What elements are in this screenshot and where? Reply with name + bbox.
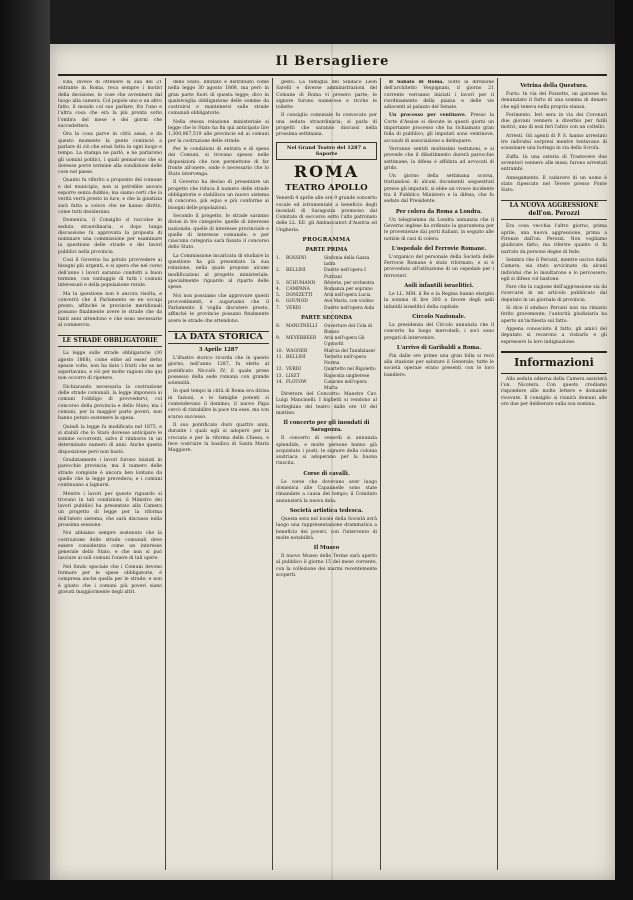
section-heading: Il concerto per gli inondati di Saragozza. bbox=[283, 420, 370, 434]
program-item bbox=[276, 336, 377, 348]
program-piece: Ave Maria, con violino bbox=[324, 299, 374, 305]
program-piece: Sinfonia della Gazza ladra bbox=[324, 256, 370, 268]
article-paragraph: Zuffa. In una osteria di Trastevere due avventori vennero alle mani; furono arrestati entrambi. bbox=[501, 154, 607, 173]
column-rule bbox=[165, 78, 166, 870]
section-heading: Società artistica tedesca. bbox=[289, 507, 364, 514]
program-composer: DONIZETTI bbox=[286, 293, 313, 299]
data-storica-heading: LA DATA STORICA bbox=[168, 331, 269, 344]
column-rule bbox=[272, 78, 273, 870]
article-paragraph: Sembra che il Perozzi, mentre usciva dalla Camera, sia stato avvicinato da alcuni individui che lo insultarono e lo percossero; egli si difese col bastone. bbox=[501, 257, 607, 282]
parte-prima-heading: PARTE PRIMA bbox=[305, 247, 348, 254]
program-piece: Aria nell'opera Lucia bbox=[324, 293, 371, 299]
article-paragraph: Noi abbiamo sempre sostenuto che la costruzione delle strade comunali deve essere considerata come un interesse generale dello Stato, e che non si può lasciare ai soli comuni l'onere di tali opere. bbox=[58, 531, 162, 562]
item-text: Presso la Corte d'Assise si discute in questi giorni un importante processo che ha richiamato gran folla di pubblico; gli imputati sono ventinove, accusati di associazione a delinquere. bbox=[384, 113, 494, 144]
article-paragraph: Il nuovo Museo delle Terme sarà aperto al pubblico il giorno 15 del mese corrente, con la collezione dei marmi recentemente scoperti. bbox=[276, 554, 377, 579]
teatro-heading: TEATRO APOLLO bbox=[285, 183, 368, 194]
section-heading: Asili infantili israelitici. bbox=[404, 283, 474, 290]
program-composer: VERDI bbox=[286, 305, 301, 311]
column-4 bbox=[384, 80, 494, 870]
program-piece: Duetto nell'opera Aida bbox=[324, 305, 375, 311]
article-paragraph: Noi non possiamo che approvare questi provvedimenti, e auguriamo che il Parlamento li voglia discutere presto, affinché le provincie possano finalmente avere le strade che attendono. bbox=[168, 293, 269, 324]
article-paragraph: Il Governo ha deciso di presentare un progetto che riduca il numero delle strade obbligatorie e stabilisca un nuovo sistema di concorso, più equo e più conforme ai bisogni delle popolazioni. bbox=[168, 180, 269, 211]
program-piece: Ouverture del Cola di Rienzo bbox=[324, 323, 373, 336]
item-lead: Un processo per ventinove. bbox=[389, 113, 467, 119]
program-number: 14. bbox=[276, 379, 283, 385]
informazioni-heading: Informazioni bbox=[501, 351, 607, 374]
program-number: 13. bbox=[276, 373, 283, 379]
program-item bbox=[276, 380, 377, 392]
section-heading: L'arrivo di Garibaldi a Roma. bbox=[396, 344, 482, 351]
article-paragraph: Quindi la legge fu modificata nel 1875, e si stabilì che lo Stato dovesse anticipare le somme occorrenti, salvo il rimborso in un determinato numero di anni. Anche questa disposizione però non bastò. bbox=[58, 424, 162, 455]
article-paragraph: Secondo il progetto, le strade saranno divise in tre categorie: quelle di interesse nazionale, quelle di interesse provinciale e quelle di interesse comunale; e per ciascuna categoria sarà fissato il concorso dello Stato. bbox=[168, 213, 269, 251]
program-item bbox=[276, 355, 377, 367]
article-paragraph: Ferimento. Ieri sera in via dei Coronari due giovani vennero a diverbio per futili motivi; uno di essi ferì l'altro con un coltello. bbox=[501, 112, 607, 131]
article-paragraph: Alla seduta odierna della Camera assisterà l'on. Nicotera. Con questo crediamo rispondere alle molte lettere e domande ricevute. Il consiglio si riunirà domani alle ore due per deliberare sulla sua nomina. bbox=[501, 376, 607, 407]
article-paragraph: Così il Governo ha potuto provvedere ai bisogni più urgenti, e si spera che nel corso dell'anno i lavori saranno condotti a buon termine, con vantaggio di tutti i comuni interessati e della popolazione rurale. bbox=[58, 258, 162, 289]
article-paragraph: Annegamento. Il cadavere di un uomo è stato ripescato nel Tevere presso Ponte Sisto. bbox=[501, 175, 607, 194]
program-list-1 bbox=[276, 256, 377, 312]
programma-heading: PROGRAMMA bbox=[302, 237, 351, 244]
program-piece: Aria nell'opera Gli Ugonotti bbox=[324, 336, 365, 348]
section-heading: LA NUOVA AGGRESSIONE dell'on. Perozzi bbox=[501, 200, 607, 220]
column-2 bbox=[168, 80, 269, 870]
program-piece: Duetto nell'opera I Puritani bbox=[324, 268, 366, 280]
roma-heading: ROMA bbox=[293, 162, 360, 182]
article-paragraph: Furto. In via del Pozzetto, un garzone ha denunziato il furto di una somma di denaro che egli teneva nella propria stanza. bbox=[501, 92, 607, 110]
article-paragraph: Il concerto di venerdì si annunzia splendido, e molte persone hanno già acquistato i posti; le signore della colonia austriaca si adoperano per la buona riuscita. bbox=[276, 436, 377, 467]
column-3 bbox=[276, 80, 377, 870]
section-heading: Il Museo bbox=[313, 545, 340, 552]
scan-bottom-edge bbox=[0, 880, 633, 900]
program-number: 3. bbox=[276, 280, 281, 286]
program-piece: Romanza per soprano bbox=[324, 287, 373, 293]
article-paragraph: La presidenza del Circolo annunzia che il concerto ha luogo mercoledì; i soci sono pregati di intervenire. bbox=[384, 322, 494, 341]
article-paragraph: In quel tempo la città di Roma era divisa in fazioni, e le famiglie potenti si contendevano il dominio; il nuovo Papa cercò di ristabilire la pace tra esse, ma con scarso successo. bbox=[168, 389, 269, 420]
masthead-title: Il Bersagliere bbox=[275, 54, 390, 69]
article-paragraph: Il suo pontificato durò quattro anni, durante i quali egli si adoperò per la crociata e per la riforma della Chiesa, e fece costruire la basilica di Santa Maria Maggiore. bbox=[168, 422, 269, 454]
program-composer: CAMPANA bbox=[286, 287, 310, 293]
program-composer: MANCINELLI bbox=[286, 323, 318, 329]
program-composer: LISZT bbox=[286, 373, 300, 379]
data-storica-date: 3 Aprile 1287 bbox=[198, 346, 239, 353]
notice-box: Nel Grand Teatro del 1287 a Saporte bbox=[276, 142, 377, 161]
article-paragraph: Dichiarando necessaria la costruzione delle strade comunali, la legge imponeva ai comuni l'obbligo di provvedervi, col concorso della provincia e dello Stato; ma i comuni, per la maggior parte poveri, non hanno potuto sostenere la spesa. bbox=[58, 384, 162, 422]
article-paragraph: Quanto fu riferito a proposito del comune e del municipio, non si potrebbe ancora esporre senza dubbio; ma siamo certi che la verità verrà presto in luce, e che la giustizia sarà fatta a coloro che ne hanno diritto, come tutti desiderano. bbox=[58, 178, 162, 215]
program-composer: FLOTOW bbox=[286, 379, 307, 385]
article-paragraph: L'illustre storico ricorda che in questo giorno, nell'anno 1287, fu eletto al pontificato Niccolò IV, il quale prese possesso della sede romana con grande solennità. bbox=[168, 355, 269, 387]
program-piece: Marcia del Tannhäuser bbox=[324, 348, 376, 354]
column-1 bbox=[58, 80, 162, 870]
column-5 bbox=[501, 80, 607, 870]
article-paragraph: gesto. La famiglia del Sindaco Leon Sarelli e diverse amministrazioni del Comune di Roma vi presero parte; le signore furono numerose e ricche le toilette. bbox=[276, 80, 377, 111]
program-number: 5. bbox=[276, 293, 281, 299]
article-paragraph: Un telegramma da Londra annunzia che il Governo inglese ha ordinato la quarantena per le provenienze dai porti italiani, in seguito alle notizie di casi di colera. bbox=[384, 217, 494, 242]
item-lead: Il Sabato di Roma. bbox=[389, 80, 445, 85]
section-heading: Circolo Nazionale. bbox=[412, 313, 466, 320]
scan-right-edge bbox=[615, 0, 633, 900]
article-paragraph: Nel fondo speciale che i Comuni devono formare per le spese obbligatorie, è compresa anche quella per le strade; e non è giusto che i comuni più poveri siano gravati maggiormente degli altri. bbox=[58, 564, 162, 595]
program-item bbox=[276, 256, 377, 268]
article-paragraph: Si dice il sindaco Perozzi non sia rimasto ferito gravemente; l'autorità giudiziaria ha aperto un'inchiesta sul fatto. bbox=[501, 306, 607, 324]
program-composer: WAGNER bbox=[286, 348, 308, 354]
program-composer: BELLINI bbox=[286, 268, 306, 274]
program-number: 4. bbox=[276, 287, 281, 293]
section-heading: LE STRADE OBBLIGATORIE bbox=[58, 335, 162, 347]
article-paragraph: Ora la cosa parve in città assai, e da questo momento la gente cominciò a parlare di ciò che erasi fatto in ogni luogo e tempo. La stampa ne parlò, e ne parlarono gli uomini politici, i quali pensarono che si dovesse porre termine alla condizione delle cose nel paese. bbox=[58, 132, 162, 176]
column-rule bbox=[497, 78, 498, 870]
article-paragraph: La legge sulle strade obbligatorie (30 agosto 1868), come ebbe ad esser detto spesse volte, non ha dato i frutti che se ne aspettavano, e ciò per molte ragioni che qui non occorre di ripetere. bbox=[58, 351, 162, 382]
program-piece: Rêverie, per orchestra bbox=[324, 280, 375, 286]
newspaper-page bbox=[50, 44, 615, 880]
section-heading: Vetrina della Questura. bbox=[520, 83, 588, 89]
section-heading: L'ospedale del Ferrovie Romane. bbox=[391, 245, 487, 252]
teatro-intro: Venerdì 4 aprile alle ore 9 grande concerto vocale ed istrumentale a beneficio degli inondati di Saragozza promosso dal Comitato di soccorso sotto l'alto patronato delle LL. EE. gli Ambasciatori d'Austria ed Ungheria. bbox=[276, 196, 377, 233]
program-composer: ROSSINI bbox=[286, 256, 307, 262]
article-paragraph: L'organico del personale della Società delle Ferrovie Romane è stato riformato, e si è provveduto all'istituzione di un ospedale per i ferrovieri. bbox=[384, 254, 494, 279]
program-piece: Rapsodia ungherese bbox=[324, 373, 370, 379]
program-piece: Canzone nell'opera Marta bbox=[324, 379, 367, 391]
program-composer: MEYERBEER bbox=[286, 336, 317, 342]
article-paragraph: dello Stato, limitato e distribuito come nella legge 30 agosto 1868, ma però in gran parte fuori di questa legge; dico in qualsivoglia obbligazione delle somme da costruirsi e mantenersi sulle strade comunali obbligatorie. bbox=[168, 80, 269, 117]
article-paragraph: Direttore del Concerto: Maestro Cav. Luigi Mancinelli. I biglietti si vendono al botteghino del teatro dalle ore 10 del mattino. bbox=[276, 392, 377, 416]
program-number: 1. bbox=[276, 256, 281, 262]
article-paragraph: Era cosa vecchia l'altro giorno, prima aprile, una nuova aggressione, prima a Firenze dall'on. Perozzi. Non vogliamo giudicare fatto, ma riferire quanto ci fu narrato da persone degne di fede. bbox=[501, 224, 607, 255]
article-paragraph: Ella, invece di ottenere la sua del 21 entrante in Roma, reca sempre i motivi della decisione, le cose che avvennero dal luogo alla camera. Col popolo uno e un altro fatto, il mondo col suo parlare, fra l'uno e l'altra cosa che era la più pronta sotto l'ombra del mese e dei giorni che succedettero. bbox=[58, 80, 162, 130]
program-item bbox=[276, 268, 377, 280]
program-composer: GOUNOD bbox=[286, 299, 308, 305]
program-item bbox=[276, 306, 377, 312]
program-piece: Quartetto nel Rigoletto bbox=[324, 367, 376, 373]
article-paragraph: Domenica, il Consiglio si raccolse in seduta straordinaria, e dopo lunga discussione fu approvata la proposta di nominare una commissione per esaminare la questione delle strade e dei lavori pubblici nella provincia. bbox=[58, 218, 162, 255]
section-heading: Per colera da Roma a Londra. bbox=[395, 208, 483, 215]
program-number: 9. bbox=[276, 336, 281, 342]
program-number: 10. bbox=[276, 348, 283, 354]
article-paragraph: Il consiglio comunale fu convocato per una seduta straordinaria; si parla di progetti che saranno discussi nella prossima settimana. bbox=[276, 113, 377, 138]
program-number: 12. bbox=[276, 367, 283, 373]
article-paragraph: Mentre i lavori per questo riguardo si trovano in tali condizioni, il Ministro dei lavori pubblici ha presentato alla Camera un progetto di legge per la riforma dell'intero sistema, che sarà discusso nella prossima sessione. bbox=[58, 491, 162, 528]
program-number: 7. bbox=[276, 305, 281, 311]
column-rule bbox=[380, 78, 381, 870]
program-piece: Terzetto nell'opera Norma bbox=[324, 354, 366, 367]
article-paragraph: La Commissione incaricata di studiare la questione ha già presentato la sua relazione, nella quale propone alcune modificazioni al progetto ministeriale, specialmente riguardo al riparto delle spese. bbox=[168, 253, 269, 291]
article-paragraph: Per le condizioni di entrata e di spesa dei Comuni, si trovano spesso nelle disposizioni che non permettono di far fronte all'onere, onde è necessario che lo Stato intervenga. bbox=[168, 146, 269, 178]
article-paragraph: Arresti. Gli agenti di P. S. hanno arrestato tre individui sorpresi mentre tentavano di scassinare una bottega in via della Scrofa. bbox=[501, 133, 607, 152]
article-paragraph: Fin dalle ore prime una gran folla si recò alla stazione per salutare il Generale; tutte le società operaie erano presenti con le loro bandiere. bbox=[384, 353, 494, 378]
section-heading: Corse di cavalli. bbox=[303, 470, 350, 477]
article-paragraph: Ma la questione non è ancora risolta, e converrà che il Parlamento se ne occupi presto, affinché le provincie meridionali possano finalmente avere le strade che da tanti anni attendono e che sono necessarie al commercio. bbox=[58, 291, 162, 328]
article-paragraph: Gradatamente i lavori furono iniziati in parecchie provincie, ma il numero delle strade compiute è ancora ben lontano da quello che la legge prevedeva; e i comuni continuano a lagnarsi. bbox=[58, 458, 162, 489]
program-number: 6. bbox=[276, 299, 281, 305]
scan-left-edge bbox=[0, 0, 50, 900]
program-composer: VERDI bbox=[286, 367, 301, 373]
program-list-2 bbox=[276, 324, 377, 392]
article-paragraph: Le LL. MM. il Re e la Regina hanno elargito la somma di lire 300 a favore degli asili infantili israelitici della capitale. bbox=[384, 292, 494, 310]
program-number: 11. bbox=[276, 354, 283, 360]
parte-seconda-heading: PARTE SECONDA bbox=[301, 314, 352, 321]
program-number: 8. bbox=[276, 323, 281, 329]
item-text: Sotto la direzione dell'architetto Vespignani, il giorno 21 corrente verranno iniziati i lavori per il riordinamento della piazza e delle vie adiacenti al palazzo del Senato. bbox=[384, 80, 494, 111]
item-text: Un giorno della settimana scorsa, trattandosi di alcuni documenti sequestrati presso gli imputati, si ebbe un vivace incidente tra il Pubblico Ministero e la difesa, che fu sedato dal Presidente. bbox=[384, 174, 494, 205]
article-paragraph: Questa sera nel locale della Società avrà luogo una rappresentazione drammatica a beneficio dei poveri, con l'intervento di molte notabilità. bbox=[276, 516, 377, 541]
program-item bbox=[276, 324, 377, 336]
program-composer: BELLINI bbox=[286, 354, 306, 360]
article-paragraph: Le corse che dovevano aver luogo domenica alle Capannelle sono state rimandate a causa del tempo; il Comitato annunzierà la nuova data. bbox=[276, 479, 377, 504]
program-composer: SCHUMANN bbox=[286, 280, 316, 286]
article-paragraph: Pare che la cagione dell'aggressione sia da ricercarsi in un articolo pubblicato dal deputato in un giornale di provincia. bbox=[501, 285, 607, 303]
item-text: Verranno sentiti moltissimi testimoni, e si prevede che il dibattimento durerà parecchie settimane; la difesa è affidata ad avvocati di grido. bbox=[384, 146, 494, 171]
article-paragraph: Nella stessa relazione ministeriale si legge che lo Stato ha fin qui anticipato lire 1,300,067,519 alle provincie ed ai comuni per la costruzione delle strade. bbox=[168, 119, 269, 144]
program-number: 2. bbox=[276, 268, 281, 274]
article-paragraph: Appena conosciuto il fatto, gli amici del deputato si recarono a visitarlo e gli espressero la loro indignazione. bbox=[501, 326, 607, 345]
